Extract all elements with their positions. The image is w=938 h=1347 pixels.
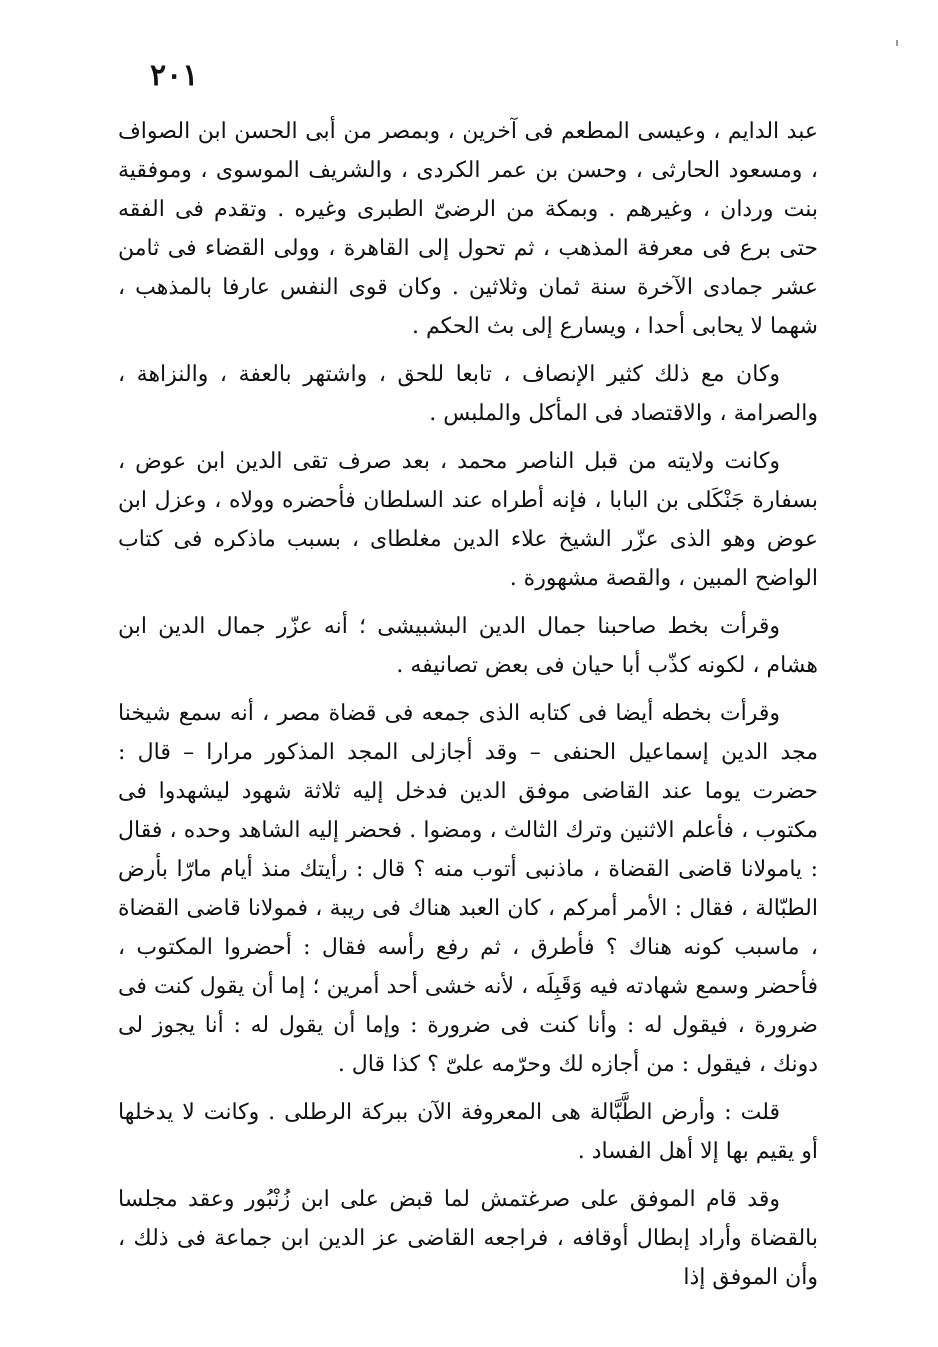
paragraph-7: وقد قام الموفق على صرغتمش لما قبض على ابن زُنْبُور وعقد مجلسا بالقضاة وأراد إبطال أوقافه ، فراجعه القاضى عز الدين ابن جماعة فى ذلك ، وأن الموفق إذا — [118, 1187, 818, 1290]
paragraph-2: وكان مع ذلك كثير الإنصاف ، تابعا للحق ، واشتهر بالعفة ، والنزاهة ، والصرامة ، والاقتصاد فى المأكل والملبس . — [118, 362, 818, 426]
paragraph-1: عبد الدايم ، وعيسى المطعم فى آخرين ، وبمصر من أبى الحسن ابن الصواف ، ومسعود الحارثى ، وحسن بن عمر الكردى ، والشريف الموسوى ، وموفقية بنت وردان ، وغيرهم . وبمكة من الرضىّ الطبرى وغيره . وتقدم فى الفقه حتى برع فى معرفة المذهب ، ثم تحول إلى القاهرة ، وولى القضاء فى ثامن عشر جمادى الآخرة سنة ثمان وثلاثين . وكان قوى النفس عارفا بالمذهب ، شهما لا يحابى أحدا ، ويسارع إلى بث الحكم . — [118, 119, 818, 339]
paragraph-4: وقرأت بخط صاحبنا جمال الدين البشبيشى ؛ أنه عزّر جمال الدين ابن هشام ، لكونه كذّب أبا حيان فى بعض تصانيفه . — [118, 614, 818, 678]
paragraph-5: وقرأت بخطه أيضا فى كتابه الذى جمعه فى قضاة مصر ، أنه سمع شيخنا مجد الدين إسماعيل الحنفى – وقد أجازلى المجد المذكور مرارا – قال : حضرت يوما عند القاضى موفق الدين فدخل إليه ثلاثة شهود ليشهدوا فى مكتوب ، فأعلم الاثنين وترك الثالث ، ومضوا . فحضر إليه الشاهد وحده ، فقال : يامولانا قاضى القضاة ، ماذنبى أتوب منه ؟ قال : رأيتك منذ أيام مارّا بأرض الطبّالة ، فقال : الأمر أمركم ، كان العبد هناك فى ريبة ، فمولانا قاضى القضاة ، ماسبب كونه هناك ؟ فأطرق ، ثم رفع رأسه فقال : أحضروا المكتوب ، فأحضر وسمع شهادته فيه وَقَبِلَه ، لأنه خشى أحد أمرين ؛ إما أن يقول كنت فى ضرورة ، فيقول له : وأنا كنت فى ضرورة : وإما أن يقول له : أنا يجوز لى دونك ، فيقول : من أجازه لك وحرّمه علىّ ؟ كذا قال . — [118, 701, 818, 1077]
page-edge-mark — [896, 40, 898, 46]
page-number: ٢٠١ — [150, 58, 199, 93]
paragraph-3: وكانت ولايته من قبل الناصر محمد ، بعد صرف تقى الدين ابن عوض ، بسفارة جَنْكَلى بن البابا ، فإنه أطراه عند السلطان فأحضره وولاه ، وعزل ابن عوض وهو الذى عزّر الشيخ علاء الدين مغلطاى ، بسبب ماذكره فى كتاب الواضح المبين ، والقصة مشهورة . — [118, 449, 818, 591]
paragraph-6: قلت : وأرض الطَّبَّالة هى المعروفة الآن ببركة الرطلى . وكانت لا يدخلها أو يقيم بها إلا أهل الفساد . — [118, 1100, 818, 1164]
body-text — [118, 112, 818, 1306]
